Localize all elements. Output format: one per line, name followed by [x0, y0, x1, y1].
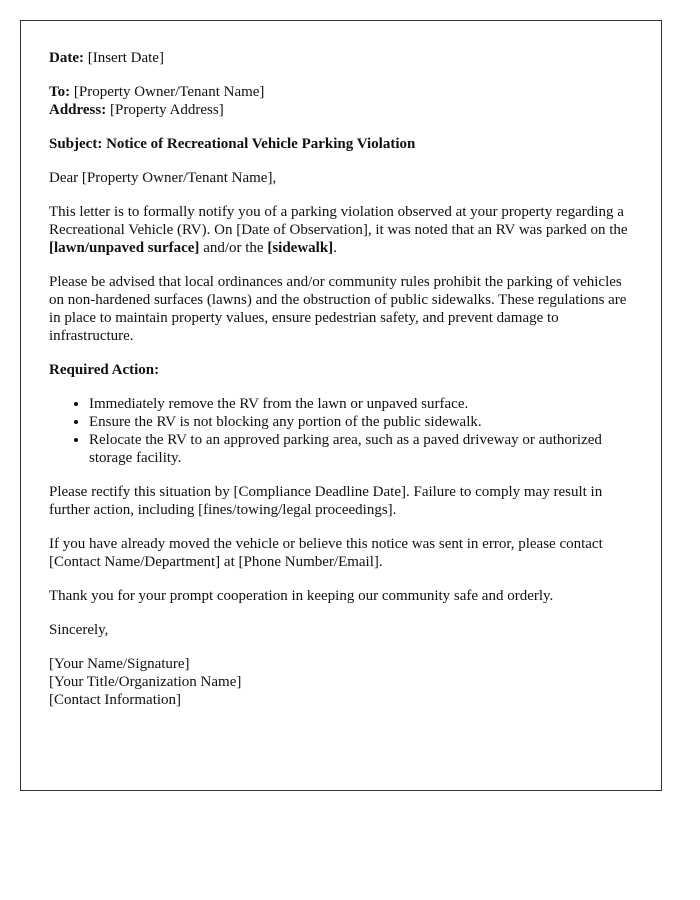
address-label: Address:	[49, 102, 107, 118]
subject-line: Subject: Notice of Recreational Vehicle Parking Violation	[49, 136, 416, 152]
to-label: To:	[49, 84, 71, 100]
emphasis-sidewalk: [sidewalk]	[267, 240, 334, 256]
date-label: Date:	[49, 50, 84, 66]
paragraph-deadline: Please rectify this situation by [Compliance Deadline Date]. Failure to comply may result in further action, including [fines/towing/legal proceedings].	[49, 484, 603, 518]
closing: Sincerely,	[49, 622, 109, 638]
required-action-list	[49, 395, 633, 467]
paragraph-contact: If you have already moved the vehicle or believe this notice was sent in error, please contact [Contact Name/Department] at [Phone Number/Email].	[49, 536, 603, 570]
salutation: Dear [Property Owner/Tenant Name],	[49, 170, 277, 186]
paragraph-ordinances: Please be advised that local ordinances and/or community rules prohibit the parking of vehicles on non-hardened surfaces (lawns) and the obstruction of public sidewalks. These regulations are in place to maintain property values, ensure pedestrian safety, and prevent damage to infrastructure.	[49, 274, 627, 344]
list-item: • Immediately remove the RV from the lawn or unpaved surface.	[89, 395, 633, 413]
to-value: [Property Owner/Tenant Name]	[73, 84, 265, 100]
date-value: [Insert Date]	[87, 50, 164, 66]
paragraph-text: and/or the	[199, 240, 268, 256]
list-item: • Relocate the RV to an approved parking area, such as a paved driveway or authorized storage facility.	[89, 431, 633, 467]
paragraph-text: .	[333, 240, 337, 256]
address-value: [Property Address]	[109, 102, 224, 118]
required-action-heading: Required Action:	[49, 362, 160, 378]
paragraph-thanks: Thank you for your prompt cooperation in keeping our community safe and orderly.	[49, 588, 554, 604]
emphasis-lawn-surface: [lawn/unpaved surface]	[49, 240, 200, 256]
signature-block	[49, 655, 633, 709]
signature-name: [Your Name/Signature]	[49, 656, 190, 672]
signature-contact: [Contact Information]	[49, 692, 182, 708]
paragraph-notification	[49, 203, 633, 257]
letter-document	[20, 20, 662, 791]
list-item: • Ensure the RV is not blocking any portion of the public sidewalk.	[89, 413, 633, 431]
date-line	[49, 49, 633, 67]
signature-title: [Your Title/Organization Name]	[49, 674, 242, 690]
paragraph-text: This letter is to formally notify you of a parking violation observed at your property regarding a Recreational Vehicle (RV). On [Date of Observation], it was noted that an RV was parked on the	[49, 204, 628, 238]
recipient-block	[49, 83, 633, 119]
